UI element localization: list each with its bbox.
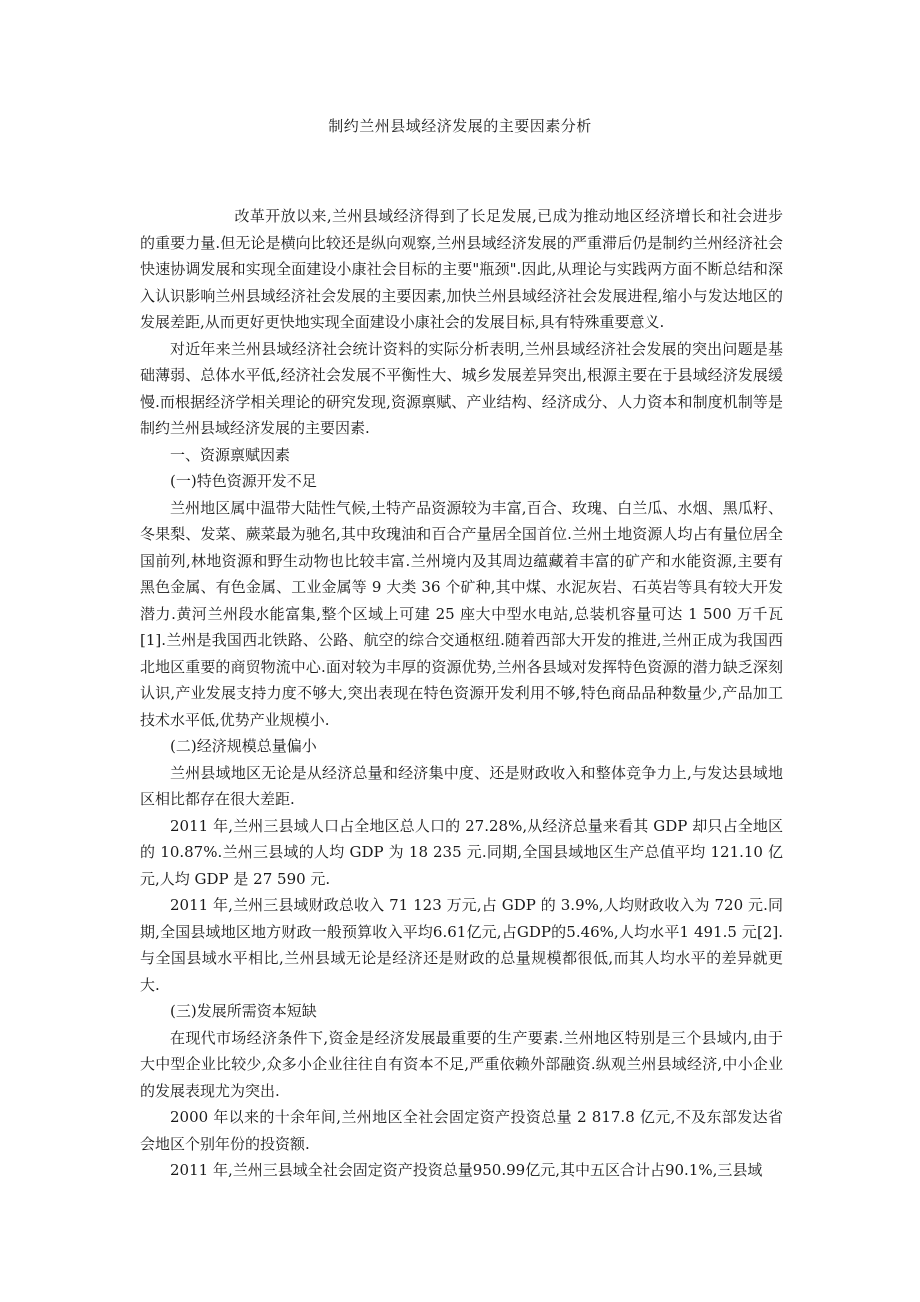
paragraph-investment-2000: 2000 年以来的十余年间,兰州地区全社会固定资产投资总量 2 817.8 亿元,不及东部发达省会地区个别年份的投资额. — [140, 1108, 783, 1153]
paragraph-finance-2011: 2011 年,兰州三县域财政总收入 71 123 万元,占 GDP 的 3.9%,人均财政收入为 720 元.同期,全国县域地区地方财政一般预算收入平均6.61亿元,占GDP的5.46%,人均水平1 491.5 元[2].与全国县域水平相比,兰州县域无论是经济还是财政的总量规模都很低,而其人均水平的差异就更大. — [140, 896, 783, 994]
subsection-heading-3: (三)发展所需资本短缺 — [170, 1002, 317, 1020]
subsection-heading-2: (二)经济规模总量偏小 — [170, 737, 317, 755]
paragraph-capital: 在现代市场经济条件下,资金是经济发展最重要的生产要素.兰州地区特别是三个县域内,由于大中型企业比较少,众多小企业往往自有资本不足,严重依赖外部融资.纵观兰州县域经济,中小企业的发展表现尤为突出. — [140, 1028, 783, 1100]
subsection-heading-1: (一)特色资源开发不足 — [170, 472, 317, 490]
paragraph-gdp-2011: 2011 年,兰州三县域人口占全地区总人口的 27.28%,从经济总量来看其 GDP 却只占全地区的 10.87%.兰州三县域的人均 GDP 为 18 235 元.同期,全国县域地区生产总值平均 121.10 亿元,人均 GDP 是 27 590 元. — [140, 816, 783, 888]
paragraph-resources: 兰州地区属中温带大陆性气候,土特产品资源较为丰富,百合、玫瑰、白兰瓜、水烟、黑瓜籽、冬果梨、发菜、蕨菜最为驰名,其中玫瑰油和百合产量居全国首位.兰州土地资源人均占有量位居全国前列,林地资源和野生动物也比较丰富.兰州境内及其周边蕴藏着丰富的矿产和水能资源,主要有黑色金属、有色金属、工业金属等 9 大类 36 个矿种,其中煤、水泥灰岩、石英岩等具有较大开发潜力.黄河兰州段水能富集,整个区域上可建 25 座大中型水电站,总装机容量可达 1 500 万千瓦[1].兰州是我国西北铁路、公路、航空的综合交通枢纽.随着西部大开发的推进,兰州正成为我国西北地区重要的商贸物流中心.面对较为丰厚的资源优势,兰州各县域对发挥特色资源的潜力缺乏深刻认识,产业发展支持力度不够大,突出表现在特色资源开发利用不够,特色商品品种数量少,产品加工技术水平低,优势产业规模小. — [140, 498, 783, 729]
paragraph-analysis: 对近年来兰州县域经济社会统计资料的实际分析表明,兰州县域经济社会发展的突出问题是基础薄弱、总体水平低,经济社会发展不平衡性大、城乡发展差异突出,根源主要在于县域经济发展缓慢.而根据经济学相关理论的研究发现,资源禀赋、产业结构、经济成分、人力资本和制度机制等是制约兰州县域经济发展的主要因素. — [140, 339, 783, 437]
document-title: 制约兰州县域经济发展的主要因素分析 — [328, 117, 592, 135]
document-body — [140, 203, 783, 1184]
section-heading-1: 一、资源禀赋因素 — [170, 445, 291, 464]
paragraph-investment-2011: 2011 年,兰州三县域全社会固定资产投资总量950.99亿元,其中五区合计占90.1%,三县域 — [170, 1161, 763, 1179]
paragraph-scale-gap: 兰州县域地区无论是从经济总量和经济集中度、还是财政收入和整体竞争力上,与发达县域地区相比都存在很大差距. — [140, 763, 783, 808]
paragraph-intro: 改革开放以来,兰州县域经济得到了长足发展,已成为推动地区经济增长和社会进步的重要力量.但无论是横向比较还是纵向观察,兰州县域经济发展的严重滞后仍是制约兰州经济社会快速协调发展和实现全面建设小康社会目标的主要"瓶颈".因此,从理论与实践两方面不断总结和深入认识影响兰州县域经济社会发展的主要因素,加快兰州县域经济社会发展进程,缩小与发达地区的发展差距,从而更好更快地实现全面建设小康社会的发展目标,具有特殊重要意义. — [140, 207, 783, 331]
